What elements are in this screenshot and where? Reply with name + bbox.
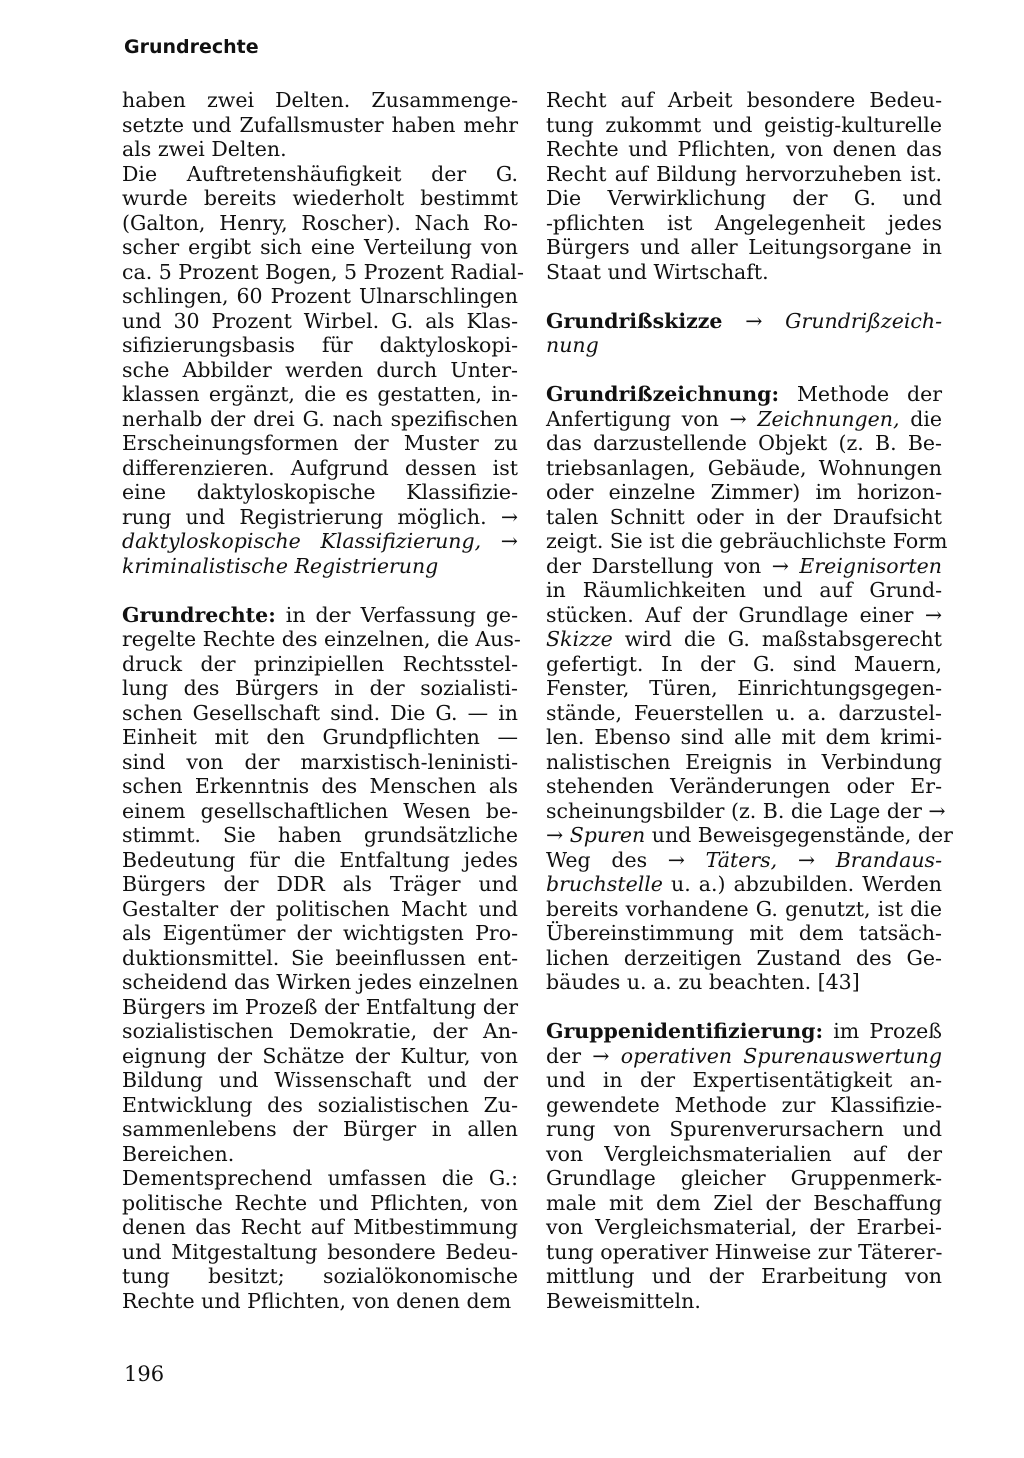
text-line: [546, 750, 942, 775]
text-line: [122, 88, 518, 113]
line-text: klassen ergänzt, die es gestatten, in-: [122, 382, 518, 406]
line-text: sifizierungsbasis für daktyloskopi-: [122, 333, 518, 357]
line-text: schen Erkenntnis des Menschen als: [122, 774, 518, 798]
line-text: daktyloskopische Klassifizierung, →: [122, 529, 518, 553]
text-line: [546, 554, 942, 579]
cross-reference: Spuren: [569, 823, 646, 847]
line-text: len. Ebenso sind alle mit dem krimi-: [546, 725, 942, 749]
text-line: [122, 529, 518, 554]
text-line: [122, 1166, 518, 1191]
line-text: lichen derzeitigen Zustand des Ge-: [546, 945, 942, 970]
line-text: Staat und Wirtschaft.: [546, 259, 769, 284]
text-line: [122, 1068, 518, 1093]
text-line: [122, 162, 518, 187]
line-text: nerhalb der drei G. nach spezifischen: [122, 406, 518, 431]
line-text: nalistischen Ereignis in Verbindung: [546, 749, 942, 774]
text-line: [546, 676, 942, 701]
line-text: Beweismitteln.: [546, 1288, 701, 1313]
text-line: [122, 897, 518, 922]
text-line: [546, 872, 942, 897]
line-text: rung und Registrierung möglich. →: [122, 504, 518, 529]
line-text: im Prozeß: [823, 1019, 942, 1043]
text-line: [546, 603, 942, 628]
line-text: sche Abbilder werden durch Unter-: [122, 357, 518, 382]
left-column: [122, 88, 524, 1313]
line-text: scheidend das Wirken jedes einzelnen: [122, 970, 519, 994]
text-line: [546, 505, 942, 530]
cross-reference: Ereignisorten: [799, 553, 942, 578]
text-line: [122, 480, 518, 505]
line-text: differenzieren. Aufgrund dessen ist: [122, 455, 518, 480]
line-text: stände, Feuerstellen u. a. darzustel-: [546, 700, 942, 725]
page-number: 196: [124, 1362, 165, 1386]
line-text: druck der prinzipiellen Rechtsstel-: [122, 651, 518, 676]
line-text: Erscheinungsformen der Muster zu: [122, 431, 518, 455]
entry-headword-line: [546, 1019, 942, 1044]
text-line: [122, 284, 518, 309]
line-text: setzte und Zufallsmuster haben mehr: [122, 112, 518, 137]
text-line: [122, 1142, 518, 1167]
text-line: [122, 1289, 518, 1314]
line-text: schlingen, 60 Prozent Ulnarschlingen: [122, 284, 518, 308]
text-line: [122, 799, 518, 824]
text-line: [546, 1191, 942, 1216]
line-text: und Mitgestaltung besondere Bedeu-: [122, 1239, 518, 1264]
text-line: [546, 1264, 942, 1289]
running-head: Grundrechte: [124, 36, 259, 58]
line-text: Methode der: [779, 382, 942, 406]
text-line: [546, 946, 942, 971]
line-text: u. a.) abzubilden. Werden: [662, 872, 942, 896]
text-line: [122, 113, 518, 138]
text-line: [546, 211, 942, 236]
line-text: kriminalistische Registrierung: [122, 553, 439, 578]
line-text: gefertigt. In der G. sind Mauern,: [546, 651, 942, 676]
text-line: [546, 480, 942, 505]
text-line: [546, 1240, 942, 1265]
line-text: schen Gesellschaft sind. Die G. — in: [122, 700, 518, 725]
line-text: sozialistischen Demokratie, der An-: [122, 1019, 518, 1043]
line-text: →: [777, 847, 836, 872]
line-text: regelte Rechte des einzelnen, die Aus-: [122, 627, 521, 651]
entry-headword: Grundrechte:: [122, 602, 276, 627]
text-line: [546, 456, 942, 481]
line-text: eignung der Schätze der Kultur, von: [122, 1043, 518, 1068]
text-line: [122, 970, 518, 995]
text-line: [546, 260, 942, 285]
line-text: Recht auf Arbeit besondere Bedeu-: [546, 88, 942, 112]
line-text: sind von der marxistisch-leninisti-: [122, 749, 518, 774]
line-text: male mit dem Ziel der Beschaffung: [546, 1190, 942, 1215]
text-line: [122, 431, 518, 456]
line-text: der →: [546, 1043, 621, 1068]
text-line: [546, 162, 942, 187]
text-line: [122, 1240, 518, 1265]
text-line: [546, 1289, 942, 1314]
line-text: stehenden Veränderungen oder Er-: [546, 774, 942, 798]
line-text: in Räumlichkeiten und auf Grund-: [546, 578, 942, 602]
line-text: scheinungsbilder (z. B. die Lage der →: [546, 798, 946, 823]
text-line: [122, 921, 518, 946]
line-text: ca. 5 Prozent Bogen, 5 Prozent Radial-: [122, 259, 524, 284]
line-text: Grundlage gleicher Gruppenmerk-: [546, 1166, 942, 1190]
line-text: gewendete Methode zur Klassifizie-: [546, 1092, 942, 1117]
line-text: lung des Bürgers in der sozialisti-: [122, 676, 518, 700]
text-line: [122, 259, 524, 285]
entry-headword: Grundrißskizze: [546, 308, 723, 333]
cross-reference: operativen Spurenauswertung: [620, 1043, 943, 1068]
line-text: Weg des →: [546, 847, 706, 872]
line-text: Bildung und Wissenschaft und der: [122, 1068, 518, 1092]
line-text: tung besitzt; sozialökonomische: [122, 1264, 518, 1288]
text-line: [122, 505, 518, 530]
text-line: [546, 578, 942, 603]
line-text: Rechte und Pflichten, von denen dem: [122, 1288, 512, 1313]
text-line: [122, 676, 518, 701]
text-line: [546, 798, 946, 824]
line-text: Bürgers der DDR als Träger und: [122, 872, 518, 896]
text-line: [122, 872, 518, 897]
text-line: [122, 946, 518, 971]
text-line: [546, 848, 942, 873]
text-line: [546, 1215, 942, 1240]
line-text: Bürgers im Prozeß der Entfaltung der: [122, 994, 518, 1019]
text-line: [122, 725, 518, 750]
line-text: als zwei Delten.: [122, 137, 287, 161]
cross-reference: Zeichnungen,: [757, 406, 900, 431]
text-line: [122, 309, 518, 334]
text-line: [546, 1142, 942, 1167]
line-text: der Darstellung von →: [546, 553, 800, 578]
text-line: [122, 186, 518, 211]
text-line: [546, 529, 948, 554]
text-line: [546, 1117, 942, 1142]
text-line: [546, 652, 942, 677]
line-text: einem gesellschaftlichen Wesen be-: [122, 798, 518, 823]
line-text: mittlung und der Erarbeitung von: [546, 1264, 942, 1288]
line-text: das darzustellende Objekt (z. B. Be-: [546, 431, 942, 455]
line-text: in der Verfassung ge-: [275, 602, 518, 627]
line-text: Einheit mit den Grundpflichten —: [122, 725, 518, 749]
text-line: [122, 750, 518, 775]
line-text: duktionsmittel. Sie beeinflussen ent-: [122, 945, 518, 970]
line-text: Dementsprechend umfassen die G.:: [122, 1166, 518, 1190]
paragraph-gap: [546, 995, 942, 1020]
text-line: [122, 235, 518, 260]
text-line: [546, 1044, 942, 1069]
line-text: tung operativer Hinweise zur Täterer-: [546, 1239, 943, 1264]
line-text: bäudes u. a. zu beachten. [43]: [546, 970, 860, 994]
text-line: [546, 407, 942, 432]
cross-reference: Grundrißzeich-: [785, 308, 942, 333]
text-line: [546, 725, 942, 750]
text-line: [546, 431, 942, 456]
line-text: Gestalter der politischen Macht und: [122, 896, 518, 921]
line-text: Anfertigung von →: [546, 406, 758, 431]
entry-headword: Grundrißzeichnung:: [546, 382, 780, 406]
line-text: und Beweisgegenstände, der: [645, 823, 953, 847]
text-line: [122, 358, 518, 383]
text-line: [122, 456, 518, 481]
line-text: -pflichten ist Angelegenheit jedes: [546, 210, 942, 235]
line-text: →: [722, 308, 786, 333]
text-line: [122, 774, 518, 799]
line-text: und 30 Prozent Wirbel. G. als Klas-: [122, 308, 518, 333]
text-line: [122, 1019, 518, 1044]
line-text: wurde bereits wiederholt bestimmt: [122, 186, 518, 210]
text-line: [546, 235, 942, 260]
line-text: und in der Expertisentätigkeit an-: [546, 1068, 942, 1092]
line-text: (Galton, Henry, Roscher). Nach Ro-: [122, 210, 518, 235]
line-text: die: [899, 406, 943, 431]
line-text: sammenlebens der Bürger in allen: [122, 1117, 518, 1141]
cross-reference: Brandaus-: [835, 847, 943, 872]
text-line: [546, 823, 953, 848]
line-text: stücken. Auf der Grundlage einer →: [546, 602, 942, 627]
paragraph-gap: [122, 578, 518, 603]
line-text: von Vergleichsmaterialien auf der: [546, 1141, 942, 1166]
line-text: oder einzelne Zimmer) im horizon-: [546, 480, 942, 504]
text-line: [546, 1166, 942, 1191]
line-text: triebsanlagen, Gebäude, Wohnungen: [546, 455, 942, 480]
text-line: [122, 848, 518, 873]
text-line: [546, 137, 942, 162]
line-text: scher ergibt sich eine Verteilung von: [122, 235, 518, 259]
line-text: Fenster, Türen, Einrichtungsgegen-: [546, 676, 942, 700]
line-text: Die Verwirklichung der G. und: [546, 186, 942, 210]
text-line: [122, 1117, 518, 1142]
text-line: [546, 88, 942, 113]
line-text: rung von Spurenverursachern und: [546, 1117, 942, 1141]
line-text: →: [546, 823, 570, 847]
entry-headword-line: [546, 382, 942, 407]
entry-headword-line: [546, 309, 942, 334]
line-text: Rechte und Pflichten, von denen das: [546, 137, 942, 161]
text-line: [122, 333, 518, 358]
text-line: [122, 1191, 518, 1216]
text-line: [122, 382, 518, 407]
cross-reference: Skizze: [546, 627, 613, 651]
line-text: Bedeutung für die Entfaltung jedes: [122, 847, 518, 872]
line-text: haben zwei Delten. Zusammenge-: [122, 88, 518, 112]
text-line: [546, 1068, 942, 1093]
text-line: [546, 113, 942, 138]
right-column: [546, 88, 953, 1313]
text-line: [122, 995, 518, 1020]
entry-headword: Gruppenidentifizierung:: [546, 1019, 824, 1043]
text-line: [122, 1264, 518, 1289]
text-line: [546, 701, 942, 726]
line-text: nung: [546, 333, 599, 357]
text-line: [546, 774, 942, 799]
text-line: [546, 627, 942, 652]
line-text: bereits vorhandene G. genutzt, ist die: [546, 896, 942, 921]
line-text: als Eigentümer der wichtigsten Pro-: [122, 921, 518, 945]
line-text: talen Schnitt oder in der Draufsicht: [546, 504, 942, 529]
line-text: Bereichen.: [122, 1141, 235, 1166]
cross-reference: bruchstelle: [546, 872, 663, 896]
text-line: [122, 627, 521, 652]
text-line: [122, 701, 518, 726]
line-text: Recht auf Bildung hervorzuheben ist.: [546, 161, 942, 186]
line-text: von Vergleichsmaterial, der Erarbei-: [546, 1215, 942, 1239]
text-line: [546, 970, 942, 995]
text-line: [122, 823, 518, 848]
text-line: [122, 1044, 518, 1069]
line-text: stimmt. Sie haben grundsätzliche: [122, 823, 518, 847]
text-line: [546, 1093, 942, 1118]
entry-headword-line: [122, 603, 518, 628]
text-line: [122, 1093, 518, 1118]
text-line: [122, 407, 518, 432]
paragraph-gap: [546, 358, 942, 383]
line-text: tung zukommt und geistig-kulturelle: [546, 112, 942, 137]
text-line: [122, 1215, 518, 1240]
cross-reference: Täters,: [705, 847, 778, 872]
text-line: [546, 333, 942, 358]
text-line: [546, 921, 942, 946]
text-line: [122, 137, 518, 162]
line-text: denen das Recht auf Mitbestimmung: [122, 1215, 518, 1239]
paragraph-gap: [546, 284, 942, 309]
text-line: [546, 186, 942, 211]
line-text: Übereinstimmung mit dem tatsäch-: [546, 921, 942, 945]
line-text: eine daktyloskopische Klassifizie-: [122, 480, 518, 504]
line-text: Bürgers und aller Leitungsorgane in: [546, 235, 942, 259]
line-text: Entwicklung des sozialistischen Zu-: [122, 1092, 518, 1117]
line-text: wird die G. maßstabsgerecht: [612, 627, 942, 651]
text-line: [122, 211, 518, 236]
text-line: [122, 652, 518, 677]
line-text: Die Auftretenshäufigkeit der G.: [122, 161, 518, 186]
line-text: zeigt. Sie ist die gebräuchlichste Form: [546, 529, 948, 553]
text-line: [122, 554, 518, 579]
text-line: [546, 897, 942, 922]
line-text: politische Rechte und Pflichten, von: [122, 1190, 518, 1215]
